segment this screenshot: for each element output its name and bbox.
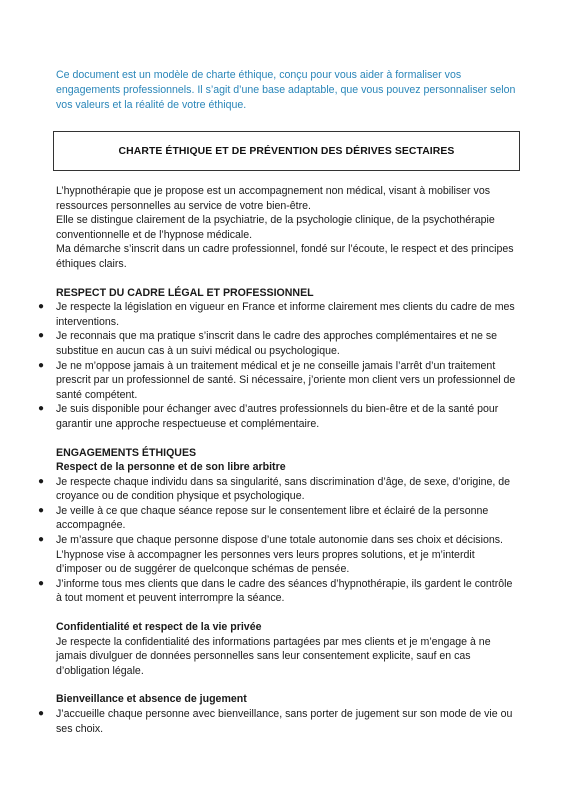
bullet-icon: ●	[38, 403, 45, 415]
subheading-benevolence: Bienveillance et absence de jugement	[56, 693, 247, 706]
bullet-icon: ●	[38, 504, 45, 516]
bullet-icon: ●	[38, 359, 45, 371]
intro-note: Ce document est un modèle de charte éthique, conçu pour vous aider à formaliser vos engagements professionnels. Il s’agit d’une base adaptable, que vous pouvez personnaliser selon vos valeurs et la réalité de votre éthique.	[56, 69, 516, 111]
preamble-paragraph: L’hypnothérapie que je propose est un accompagnement non médical, visant à mobiliser vos ressources personnelles au service de votre bien-être.	[56, 185, 491, 212]
list-item: ● Je veille à ce que chaque séance repose sur le consentement libre et éclairé de la personne accompagnée.	[38, 504, 489, 532]
list-item: ● Je reconnais que ma pratique s’inscrit dans le cadre des approches complémentaires et ne se substitue en aucun cas à un suivi médical ou psychologique.	[38, 330, 498, 357]
list-item: ● Je ne m’oppose jamais à un traitement médical et je ne conseille jamais l’arrêt d’un traitement prescrit par un professionnel de santé. Si nécessaire, j’oriente mon client vers un professionnel de santé compétent.	[38, 359, 516, 401]
list-item: ● Je respecte la législation en vigueur en France et informe clairement mes clients du cadre de mes interventions.	[38, 301, 515, 328]
preamble-paragraph: Elle se distingue clairement de la psychiatrie, de la psychologie clinique, de la psychothérapie conventionnelle et de l’hypnose médicale.	[56, 214, 495, 241]
section-heading-legal: RESPECT DU CADRE LÉGAL ET PROFESSIONNEL	[56, 286, 314, 299]
benevolence-list	[38, 707, 518, 736]
subheading-confidentiality: Confidentialité et respect de la vie privée	[56, 621, 262, 634]
bullet-icon: ●	[38, 301, 45, 313]
confidentiality-text: Je respecte la confidentialité des informations partagées par mes clients et je m’engage à ne jamais divulguer de données personnelles sans leur consentement explicite, sauf en cas d’obligation légale.	[56, 635, 491, 677]
subheading-respect: Respect de la personne et de son libre arbitre	[56, 461, 286, 474]
list-item: ● J’informe tous mes clients que dans le cadre des séances d’hypnothérapie, ils gardent le contrôle à tout moment et peuvent interrompre la séance.	[38, 577, 513, 605]
list-item: ● J’accueille chaque personne avec bienveillance, sans porter de jugement sur son mode de vie ou ses choix.	[38, 708, 513, 735]
bullet-icon: ●	[38, 708, 45, 719]
list-item: ● Je suis disponible pour échanger avec d’autres professionnels du bien-être et de la santé pour garantir une approche respectueuse et complémentaire.	[38, 403, 499, 430]
legal-list	[38, 300, 518, 431]
document-body	[38, 184, 518, 736]
bullet-icon: ●	[38, 330, 45, 342]
preamble-paragraph: Ma démarche s’inscrit dans un cadre professionnel, fondé sur l’écoute, le respect et des principes éthiques clairs.	[56, 243, 514, 270]
section-heading-ethics: ENGAGEMENTS ÉTHIQUES	[56, 446, 197, 459]
list-item: ● Je m’assure que chaque personne dispose d’une totale autonomie dans ses choix et décisions. L’hypnose vise à accompagner les personnes vers leurs propres solutions, et je m’interdit d’imposer ou de suggérer de quelconque schémas de pensée.	[38, 534, 503, 576]
bullet-icon: ●	[38, 534, 45, 546]
bullet-icon: ●	[38, 475, 45, 487]
document-title: CHARTE ÉTHIQUE ET DE PRÉVENTION DES DÉRIVES SECTAIRES	[118, 145, 455, 157]
respect-list	[38, 475, 518, 606]
list-item: ● Je respecte chaque individu dans sa singularité, sans discrimination d’âge, de sexe, d’origine, de croyance ou de condition physique et psychologique.	[38, 475, 511, 503]
title-box	[53, 131, 520, 171]
bullet-icon: ●	[38, 577, 45, 589]
